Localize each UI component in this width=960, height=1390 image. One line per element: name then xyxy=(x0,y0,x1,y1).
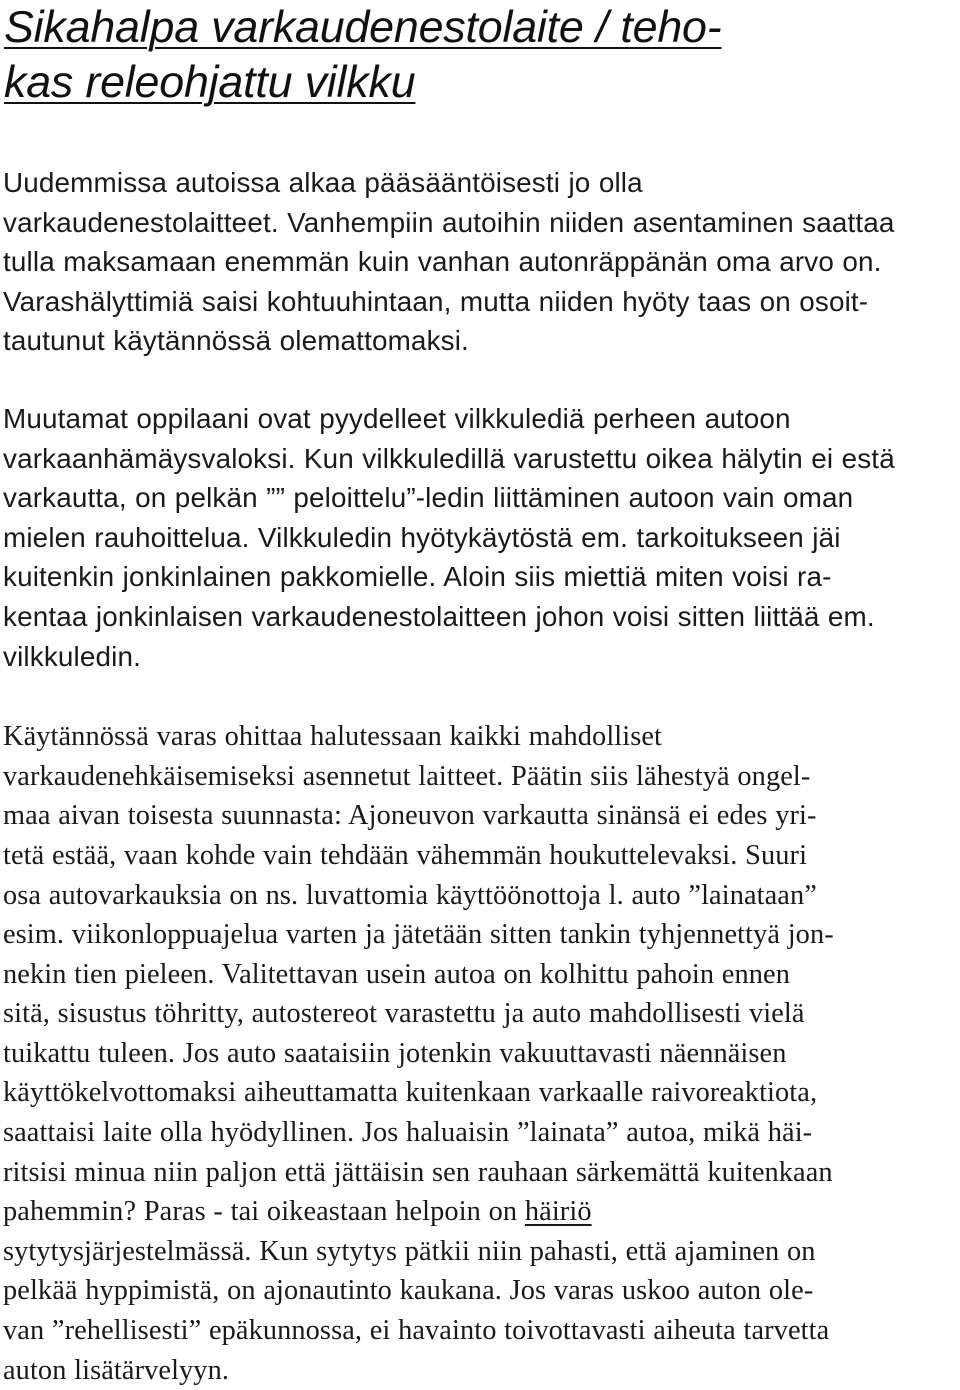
text-line: auton lisätärvelyyn. xyxy=(3,1354,230,1386)
text-line: tuikattu tuleen. Jos auto saataisiin jotenkin vakuuttavasti näennäisen xyxy=(3,1037,787,1069)
text-line: varkaudenestolaitteet. Vanhempiin autoihin niiden asentaminen saattaa xyxy=(3,206,895,238)
text-line: kuitenkin jonkinlainen pakkomielle. Aloin siis miettiä miten voisi ra- xyxy=(3,561,832,593)
text-line: käyttökelvottomaksi aiheuttamatta kuitenkaan varkaalle raivoreaktiota, xyxy=(3,1077,818,1109)
text-line: vilkkuledin. xyxy=(3,640,141,672)
text-line: maa aivan toisesta suunnasta: Ajoneuvon varkautta sinänsä ei edes yri- xyxy=(3,800,817,832)
spacer xyxy=(0,361,960,399)
text-line: tulla maksamaan enemmän kuin vanhan autonräppänän oma arvo on. xyxy=(3,246,882,278)
link-line-prefix: pahemmin? Paras - tai oikeastaan helpoin on xyxy=(3,1196,525,1228)
text-line: varkaudenehkäisemiseksi asennetut laitteet. Päätin siis lähestyä ongel- xyxy=(3,760,811,792)
text-line: pelkää hyppimistä, on ajonautinto kaukana. Jos varas uskoo auton ole- xyxy=(3,1275,814,1307)
text-line: Muutamat oppilaani ovat pyydelleet vilkkulediä perheen autoon xyxy=(3,402,791,434)
text-line: saattaisi laite olla hyödyllinen. Jos haluaisin ”lainata” autoa, mikä häi- xyxy=(3,1117,813,1149)
text-line: sitä, sisustus töhritty, autostereot varastettu ja auto mahdollisesti vielä xyxy=(3,998,805,1030)
article-title xyxy=(0,0,960,110)
hairio-link[interactable]: häiriö xyxy=(524,1196,592,1228)
paragraph-students xyxy=(0,399,960,676)
text-line: kentaa jonkinlaisen varkaudenestolaitteen johon voisi sitten liittää em. xyxy=(3,600,875,632)
text-line: nekin tien pieleen. Valitettavan usein autoa on kolhittu pahoin ennen xyxy=(3,958,790,990)
title-line: kas releohjattu vilkku xyxy=(4,57,416,107)
text-line: osa autovarkauksia on ns. luvattomia käyttöönottoja l. auto ”lainataan” xyxy=(3,879,817,911)
paragraph-intro xyxy=(0,163,960,361)
text-line-with-link xyxy=(3,1192,960,1232)
text-line: Uudemmissa autoissa alkaa pääsääntöisesti jo olla xyxy=(3,167,643,198)
text-line: tetä estää, vaan kohde vain tehdään vähemmän houkuttelevaksi. Suuri xyxy=(3,839,808,871)
text-line: sytytysjärjestelmässä. Kun sytytys pätkii niin pahasti, että ajaminen on xyxy=(3,1235,816,1267)
title-line: Sikahalpa varkaudenestolaite / teho- xyxy=(4,2,722,52)
spacer xyxy=(0,110,960,163)
text-line: Varashälyttimiä saisi kohtuuhintaan, mutta niiden hyöty taas on osoit- xyxy=(3,285,869,317)
text-line: tautunut käytännössä olemattomaksi. xyxy=(3,325,469,357)
paragraph-approach xyxy=(0,717,960,1390)
text-line: van ”rehellisesti” epäkunnossa, ei havainto toivottavasti aiheuta tarvetta xyxy=(3,1315,830,1347)
text-line: mielen rauhoittelua. Vilkkuledin hyötykäytöstä em. tarkoitukseen jäi xyxy=(3,521,841,553)
text-line: ritsisi minua niin paljon että jättäisin sen rauhaan särkemättä kuitenkaan xyxy=(3,1156,833,1188)
text-line: varkautta, on pelkän ”” peloittelu”-ledin liittäminen autoon vain oman xyxy=(3,482,854,514)
text-line: Käytännössä varas ohittaa halutessaan kaikki mahdolliset xyxy=(3,721,663,753)
text-line: varkaanhämäysvaloksi. Kun vilkkuledillä varustettu oikea hälytin ei estä xyxy=(3,442,895,474)
text-line: esim. viikonloppuajelua varten ja jätetään sitten tankin tyhjennettyä jon- xyxy=(3,919,834,951)
spacer xyxy=(0,676,960,717)
